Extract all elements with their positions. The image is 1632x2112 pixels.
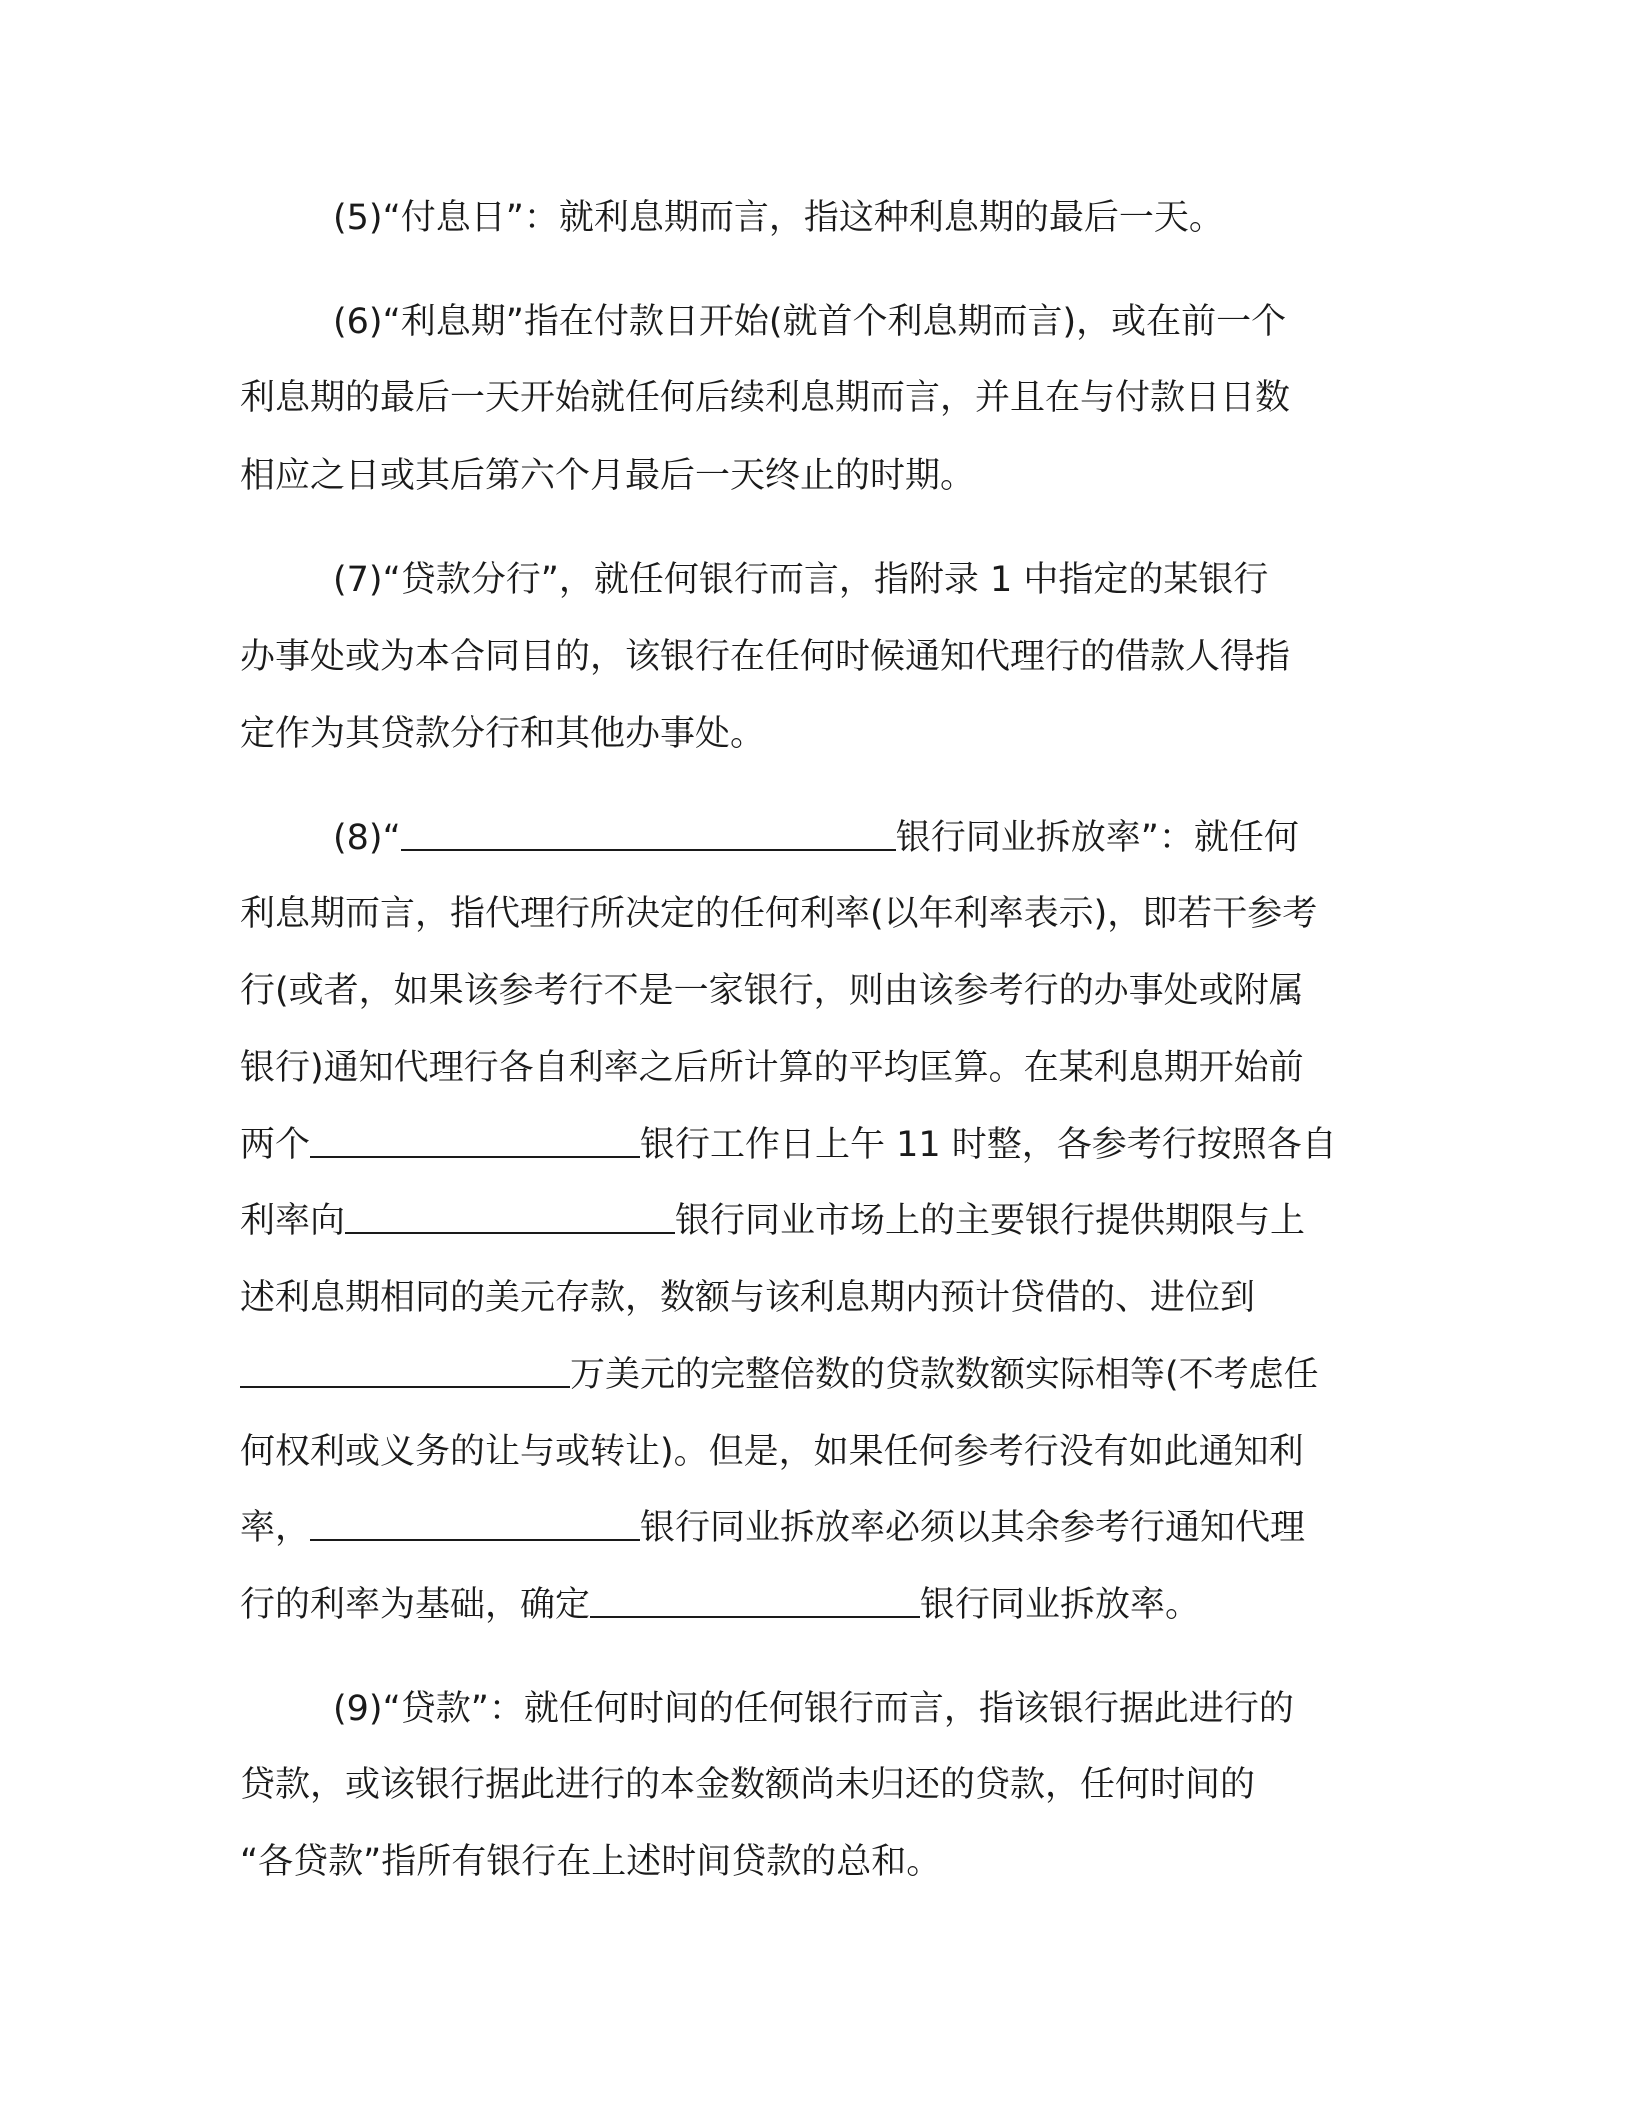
paragraph-8-line-2: 利息期而言，指代理行所决定的任何利率(以年利率表示)，即若干参考 <box>240 894 1318 934</box>
paragraph-8-line-6-suffix: 银行同业市场上的主要银行提供期限与上 <box>675 1201 1306 1241</box>
paragraph-9-line-2: 贷款，或该银行据此进行的本金数额尚未归还的贷款，任何时间的 <box>240 1765 1256 1805</box>
paragraph-9-line-1: (9)“贷款”：就任何时间的任何银行而言，指该银行据此进行的 <box>333 1689 1294 1729</box>
fill-in-blank <box>401 819 896 851</box>
paragraph-7-line-1: (7)“贷款分行”，就任何银行而言，指附录 1 中指定的某银行 <box>333 560 1269 600</box>
paragraph-6-line-1: (6)“利息期”指在付款日开始(就首个利息期而言)，或在前一个 <box>333 302 1287 342</box>
paragraph-8-line-10-prefix: 率， <box>240 1508 311 1548</box>
fill-in-blank <box>240 1356 570 1388</box>
paragraph-7-line-3: 定作为其贷款分行和其他办事处。 <box>240 714 766 754</box>
paragraph-8-line-5-prefix: 两个 <box>240 1125 311 1165</box>
fill-in-blank <box>310 1126 640 1158</box>
paragraph-8-line-11-suffix: 银行同业拆放率。 <box>920 1585 1201 1625</box>
paragraph-8-line-11 <box>240 1581 1420 1629</box>
paragraph-8-line-10-suffix: 银行同业拆放率必须以其余参考行通知代理 <box>640 1508 1306 1548</box>
paragraph-8-line-1-prefix: (8)“ <box>333 818 401 858</box>
paragraph-8-line-5-suffix: 银行工作日上午 11 时整，各参考行按照各自 <box>640 1125 1337 1165</box>
fill-in-blank <box>590 1586 920 1618</box>
paragraph-8-line-1-suffix: 银行同业拆放率”：就任何 <box>895 818 1299 858</box>
paragraph-6-line-2: 利息期的最后一天开始就任何后续利息期而言，并且在与付款日日数 <box>240 378 1291 418</box>
paragraph-8-line-6 <box>240 1197 1420 1245</box>
paragraph-8-line-6-prefix: 利率向 <box>240 1201 346 1241</box>
paragraph-8-line-10 <box>240 1504 1420 1552</box>
paragraph-8-line-1 <box>333 814 1423 862</box>
paragraph-8-line-5 <box>240 1121 1420 1169</box>
paragraph-8-line-11-prefix: 行的利率为基础，确定 <box>240 1585 591 1625</box>
paragraph-6-line-3: 相应之日或其后第六个月最后一天终止的时期。 <box>240 456 976 496</box>
paragraph-5-line-1: (5)“付息日”：就利息期而言，指这种利息期的最后一天。 <box>333 198 1224 238</box>
paragraph-8-line-8 <box>240 1351 1420 1399</box>
paragraph-8-line-4: 银行)通知代理行各自利率之后所计算的平均匡算。在某利息期开始前 <box>240 1048 1304 1088</box>
paragraph-8-line-3: 行(或者，如果该参考行不是一家银行，则由该参考行的办事处或附属 <box>240 971 1304 1011</box>
paragraph-7-line-2: 办事处或为本合同目的，该银行在任何时候通知代理行的借款人得指 <box>240 637 1291 677</box>
fill-in-blank <box>345 1202 675 1234</box>
fill-in-blank <box>310 1509 640 1541</box>
paragraph-8-line-7: 述利息期相同的美元存款，数额与该利息期内预计贷借的、进位到 <box>240 1278 1256 1318</box>
paragraph-8-line-8-suffix: 万美元的完整倍数的贷款数额实际相等(不考虑任 <box>570 1355 1319 1395</box>
paragraph-8-line-9: 何权利或义务的让与或转让)。但是，如果任何参考行没有如此通知利 <box>240 1432 1304 1472</box>
paragraph-9-line-3: “各贷款”指所有银行在上述时间贷款的总和。 <box>240 1842 942 1882</box>
